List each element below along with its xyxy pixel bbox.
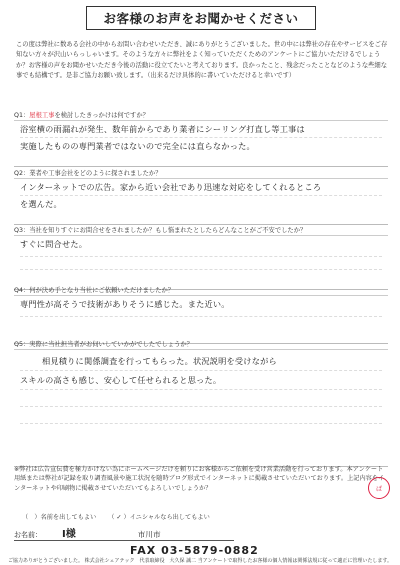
question-2-label: Q2：業者や工事会社をどのように探されましたか？ — [14, 170, 162, 177]
name-field — [14, 526, 234, 541]
question-4 — [14, 287, 388, 344]
option-full-name[interactable]: （ ）名前を出してもよい — [22, 514, 97, 521]
city-value: 市川市 — [137, 530, 161, 539]
answer-5-line-2: スキルの高さも感じ、安心して任せられると思った。 — [20, 375, 222, 385]
answer-1-line-1: 浴室横の雨漏れが発生、数年前からであり業者にシーリング打直し等工事は — [20, 124, 305, 134]
question-5 — [14, 341, 388, 467]
answer-2-line-2: を選んだ。 — [20, 199, 62, 209]
question-1-label: Q1：屋根工事を検討したきっかけは何ですか？ — [14, 112, 149, 119]
company-text: 株式会社シェアテック 代表取締役 大久保 誠二 — [84, 558, 197, 564]
answer-5-line-1: 相見積りに関係調査を行ってもらった。状況説明を受けながら — [42, 356, 277, 366]
fax-number: FAX 03-5879-0882 — [130, 544, 259, 557]
question-2 — [14, 170, 388, 225]
answer-1-line-2: 実施したものの専門業者ではないので完全には直らなかった。 — [20, 141, 255, 151]
stamp-seal: ぱ — [368, 477, 390, 499]
question-4-label: Q4：何が決め手となり当社にご依頼いただけましたか？ — [14, 287, 175, 294]
option-initials[interactable]: （ ✓ ）イニシャルなら出してもよい — [108, 514, 210, 521]
answer-3-line-1: すぐに問合せた。 — [20, 239, 88, 249]
answer-2-line-1: インターネットでの広告。家から近い会社であり迅速な対応をしてくれるところ — [20, 182, 322, 192]
question-5-label: Q5：実際に当社担当者がお伺いしていかがでしたでしょうか？ — [14, 341, 193, 348]
footer-lines — [0, 557, 400, 564]
answer-4-line-1: 専門性が高そうで技術がありそうに感じた。また近い。 — [20, 299, 230, 309]
question-3-label: Q3：当社を知りすぐにお問合せをされましたか？もし悩まれたとしたらどんなことがご不安でしたか？ — [14, 227, 307, 234]
name-label: お名前： — [14, 531, 42, 539]
question-3 — [14, 227, 388, 290]
privacy-text: 当アンケートで取得したお客様の個人情報は関係法規に従って適正に管理いたします。 — [197, 558, 392, 564]
consent-options — [22, 512, 210, 521]
thanks-text: ご協力ありがとうございました。 — [7, 558, 83, 564]
intro-text: この度は弊社に数ある会社の中からお問い合わせいただき、誠にありがとうございました。世の中には弊社の存在やサービスをご存知ない方々が沢山いらっしゃいます。そのような方々に弊社をよく知っていただくためのアンケートにご協力いただけるでしょうか？お客様の声をお聞かせいただき今後の活動に役立てたいと考えております。良かったこと、残念だったことなどのような些細な事でも結構です。是非ご協力お願い致します。（出来るだけ具体的に書いていただけると幸いです） — [16, 41, 388, 80]
publish-consent-note: ※弊社は広告宣伝費を極力かけない為にホームページだけを頼りにお客様からご依頼を受け営業活動を行っております。本アンケート用紙または弊社が記録を取り調査風景や施工状況を随時ブログ形式でインターネットに掲載させていただいております。上記内容をインターネットや印刷物に掲載させていただいてもよろしいでしょうか？ — [14, 466, 385, 492]
page-title: お客様のお声をお聞かせください — [86, 6, 316, 30]
name-value: I様 — [62, 529, 76, 540]
question-1 — [14, 112, 388, 167]
